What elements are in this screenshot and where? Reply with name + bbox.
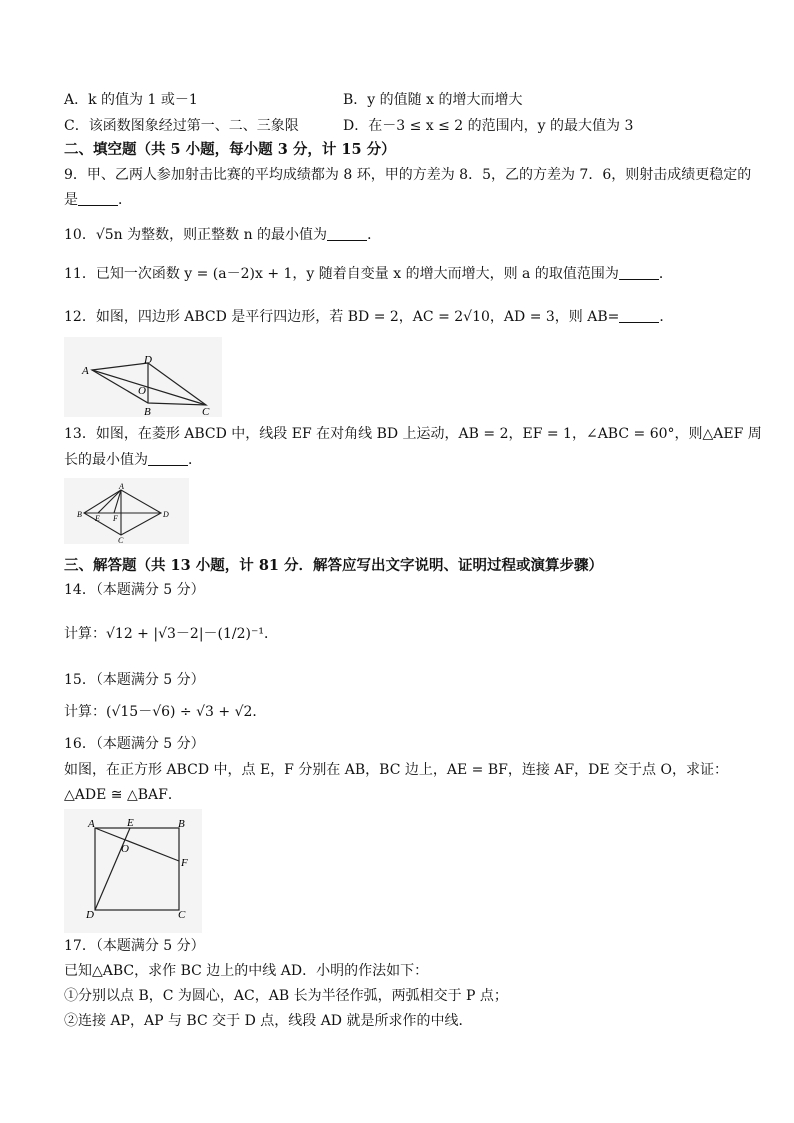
q8-option-b: B．y 的值随 x 的增大而增大: [343, 92, 523, 108]
q10-text: 为整数，则正整数 n 的最小值为: [122, 227, 328, 243]
label-b: B: [178, 818, 185, 830]
q13-line1: 13．如图，在菱形 ABCD 中，线段 EF 在对角线 BD 上运动，AB = 2，EF = 1，∠ABC = 60°，则△AEF 周: [64, 426, 762, 442]
q12: [64, 307, 673, 327]
q8-option-a: A．k 的值为 1 或－1: [64, 92, 198, 108]
label-c: C: [202, 406, 210, 417]
answer-blank[interactable]: [619, 265, 659, 280]
q13-end: ．: [188, 452, 202, 468]
label-d: D: [163, 510, 169, 519]
q15-header: 15．（本题满分 5 分）: [64, 672, 205, 688]
label-d: D: [144, 354, 152, 366]
section2-title: 二、填空题（共 5 小题，每小题 3 分，计 15 分）: [64, 141, 396, 158]
q12-end: ．: [659, 309, 674, 325]
q12-text: 12．如图，四边形 ABCD 是平行四边形，若 BD = 2，AC = 2√10，AD = 3，则 AB=: [64, 309, 620, 325]
q13-line2: [64, 450, 202, 470]
label-a: A: [119, 482, 124, 491]
label-o: O: [121, 843, 129, 855]
q17-step2: ②连接 AP，AP 与 BC 交于 D 点，线段 AD 就是所求作的中线．: [64, 1013, 473, 1029]
section3-title: 三、解答题（共 13 小题，计 81 分．解答应写出文字说明、证明过程或演算步骤）: [64, 557, 604, 574]
label-b: B: [77, 510, 82, 519]
answer-blank[interactable]: [78, 191, 118, 206]
q10: [64, 225, 381, 245]
label-f: F: [113, 514, 118, 523]
q8-option-c: C．该函数图象经过第一、二、三象限: [64, 118, 299, 134]
answer-blank[interactable]: [619, 308, 659, 323]
q14-expression: 计算：√12 + |√3－2|－(1/2)⁻¹．: [64, 626, 278, 642]
label-e: E: [95, 514, 100, 523]
q13-rhombus-figure: [64, 478, 189, 544]
q9-prefix: 是: [64, 192, 78, 208]
q16-line2: △ADE ≅ △BAF．: [64, 787, 182, 803]
answer-blank[interactable]: [148, 451, 188, 466]
q9-line1: 9．甲、乙两人参加射击比赛的平均成绩都为 8 环，甲的方差为 8．5，乙的方差为 7．6，则射击成绩更稳定的: [64, 167, 752, 183]
q9-line2: [64, 190, 132, 210]
q14-header: 14．（本题满分 5 分）: [64, 582, 205, 598]
label-a: A: [88, 818, 95, 830]
q15-expression: 计算：(√15－√6) ÷ √3 + √2．: [64, 704, 267, 720]
q10-expr: √5n: [95, 227, 123, 243]
q10-end: ．: [367, 227, 382, 243]
answer-blank[interactable]: [327, 226, 367, 241]
q11-text: 11．已知一次函数 y = (a－2)x + 1，y 随着自变量 x 的增大而增大，则 a 的取值范围为: [64, 266, 619, 282]
label-e: E: [127, 817, 134, 829]
q17-step1: ①分别以点 B，C 为圆心，AC，AB 长为半径作弧，两弧相交于 P 点；: [64, 988, 508, 1004]
label-d: D: [86, 909, 94, 921]
q17-header: 17．（本题满分 5 分）: [64, 938, 205, 954]
label-f: F: [181, 857, 188, 869]
q11-end: ．: [658, 266, 673, 282]
q17-line1: 已知△ABC，求作 BC 边上的中线 AD．小明的作法如下：: [64, 963, 429, 979]
label-c: C: [178, 909, 186, 921]
q11: [64, 264, 673, 284]
q9-end: ．: [118, 192, 132, 208]
q12-parallelogram-figure: [64, 337, 222, 417]
q8-option-d: D．在－3 ≤ x ≤ 2 的范围内，y 的最大值为 3: [343, 118, 634, 134]
q16-square-figure: [64, 809, 202, 933]
q16-header: 16．（本题满分 5 分）: [64, 736, 205, 752]
q13-prefix: 长的最小值为: [64, 452, 148, 468]
q16-line1: 如图，在正方形 ABCD 中，点 E，F 分别在 AB，BC 边上，AE = BF，连接 AF，DE 交于点 O，求证：: [64, 762, 728, 778]
q10-number: 10．: [64, 227, 96, 243]
label-o: O: [138, 385, 146, 397]
label-a: A: [82, 365, 89, 377]
label-c: C: [118, 536, 124, 544]
label-b: B: [144, 406, 151, 417]
